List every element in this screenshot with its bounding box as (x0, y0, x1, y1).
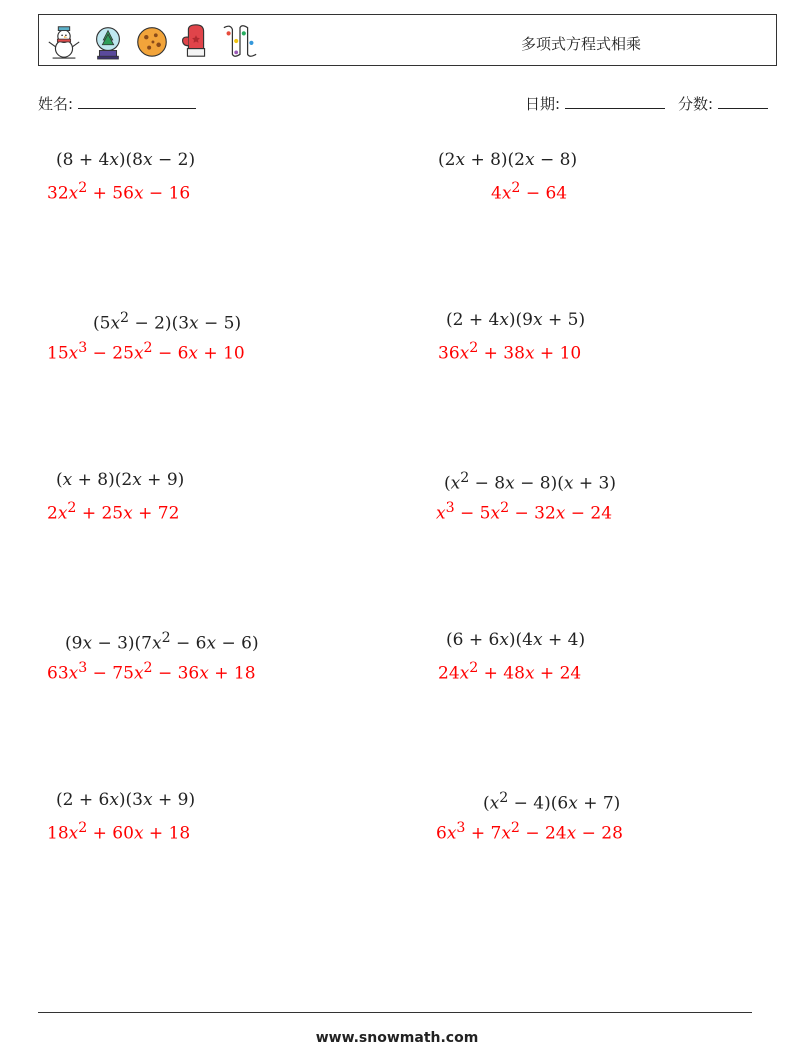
problem-7: $(9x - 3)(7x^2 - 6x - 6)$ (65, 630, 259, 654)
name-label: 姓名: (38, 95, 74, 113)
answer-10: $6x^3 + 7x^2 - 24x - 28$ (436, 820, 623, 844)
answer-8: $24x^2 + 48x + 24$ (438, 660, 582, 684)
date-field (525, 93, 665, 114)
problem-2: (2x + 8)(2x − 8) (438, 150, 578, 170)
answer-1: $32x^2 + 56x - 16$ (47, 180, 191, 204)
decorative-icons (45, 21, 259, 61)
score-field (678, 93, 768, 114)
problem-6: $(x^2 - 8x - 8)(x + 3)$ (444, 470, 616, 494)
date-label: 日期: (525, 95, 561, 113)
problem-10: $(x^2 - 4)(6x + 7)$ (483, 790, 621, 814)
date-blank (565, 94, 665, 109)
problem-1: (8 + 4x)(8x − 2) (56, 150, 196, 170)
name-blank (78, 94, 196, 109)
score-label: 分数: (678, 95, 714, 113)
problem-5: (x + 8)(2x + 9) (56, 470, 185, 490)
answer-3: $15x^3 - 25x^2 - 6x + 10$ (47, 340, 245, 364)
snow-globe-icon (89, 21, 127, 61)
score-blank (718, 94, 768, 109)
answer-7: $63x^3 - 75x^2 - 36x + 18$ (47, 660, 256, 684)
cookie-icon (133, 21, 171, 61)
problem-9: (2 + 6x)(3x + 9) (56, 790, 196, 810)
footer-divider (38, 1012, 752, 1013)
snowman-icon (45, 21, 83, 61)
answer-6: $x^3 - 5x^2 - 32x - 24$ (436, 500, 613, 524)
christmas-lights-icon (221, 21, 259, 61)
worksheet-title: 多项式方程式相乘 (521, 35, 642, 53)
problem-3: $(5x^2 - 2)(3x - 5)$ (93, 310, 242, 334)
answer-9: $18x^2 + 60x + 18$ (47, 820, 191, 844)
footer-website: www.snowmath.com (315, 1030, 479, 1046)
worksheet-header (38, 14, 777, 66)
answer-2: $4x^2 - 64$ (491, 180, 568, 204)
problem-8: (6 + 6x)(4x + 4) (446, 630, 586, 650)
answer-4: $36x^2 + 38x + 10$ (438, 340, 582, 364)
answer-5: $2x^2 + 25x + 72$ (47, 500, 180, 524)
name-field (38, 93, 196, 114)
mitten-icon (177, 21, 215, 61)
problem-4: (2 + 4x)(9x + 5) (446, 310, 586, 330)
